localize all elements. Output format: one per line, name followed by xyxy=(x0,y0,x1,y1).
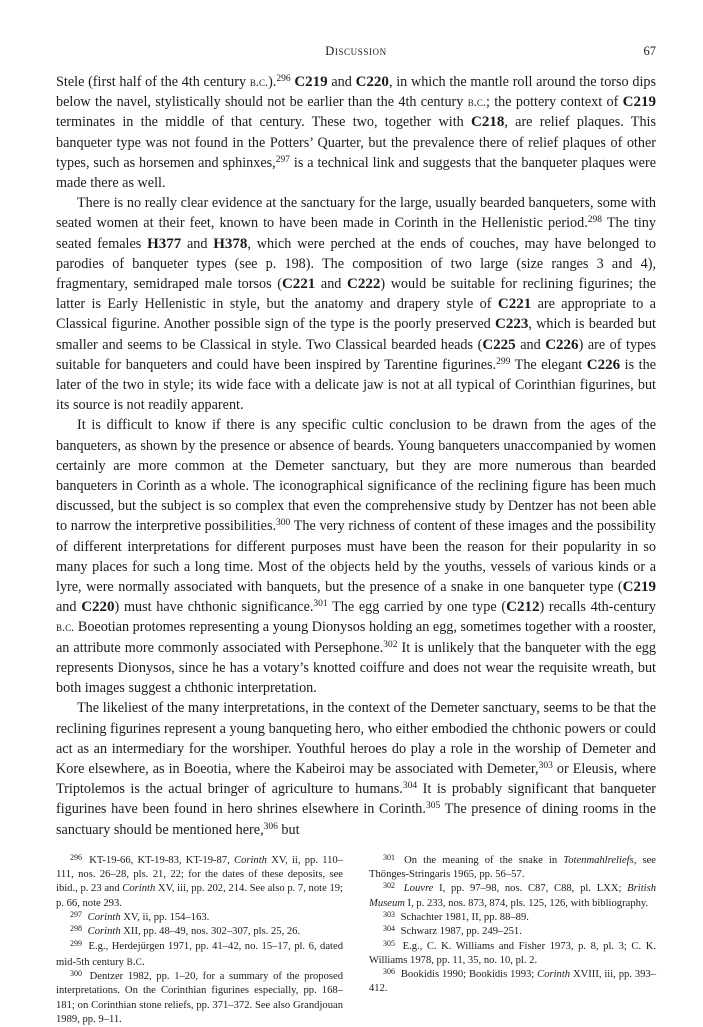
footnote-ref: 301 xyxy=(313,599,328,610)
footnotes-left-column xyxy=(56,854,343,1027)
footnote-300: $^{300}$ Dentzer 1982, pp. 1–20, for a summary of the proposed interpretations. On the Corinthian figurines especially, pp. 168–181; on Corinthian stone reliefs, pp. 371–372. See also Grandjouan 1989, pp. 9–11. xyxy=(56,969,343,1025)
catalog-ref: C221 xyxy=(281,276,316,293)
catalog-ref: C226 xyxy=(586,356,621,373)
footnote-306: $^{306}$ Bookidis 1990; Bookidis 1993; Corinth XVIII, iii, pp. 393–412. xyxy=(369,967,656,995)
footnote-ref: 300 xyxy=(276,518,291,529)
catalog-ref: C226 xyxy=(545,336,579,353)
catalog-ref: H378 xyxy=(213,235,248,252)
paragraph-4: The likeliest of the many interpretations, in the context of the Demeter sanctuary, seems to be that the reclining figurines represent a young banqueting hero, who either embodied the chthonic powers or could act as an intermediary for the worshiper. Youthful heroes do play a role in the worship of Demeter and Kore elsewhere, as in Boeotia, where the Kabeiroi may be associated with Demeter,$^{303}$ or Eleusis, where Triptolemos is the actual bringer of agriculture to humans.$^{304}$ It is probably significant that banqueter figurines have been found in hero shrines elsewhere in Corinth.$^{305}$ The presence of dining rooms in the sanctuary should be mentioned here,$^{306}$ but xyxy=(56,700,656,838)
footnote-ref: 297 xyxy=(275,154,290,165)
footnote-298: $^{298}$ Corinth XII, pp. 48–49, nos. 302–307, pls. 25, 26. xyxy=(70,924,301,938)
footnote-303: $^{303}$ Schachter 1981, II, pp. 88–89. xyxy=(383,909,529,923)
footnote-ref: 296 xyxy=(276,74,291,84)
footnote-ref: 305 xyxy=(425,801,441,812)
footnote-ref: 303 xyxy=(538,760,553,771)
footnote-296: $^{296}$ KT-19-66, KT-19-83, KT-19-87, Corinth XV, ii, pp. 110–111, nos. 26–28, pls. 21, 22; for the dates of these deposits, see ibid., p. 23 and Corinth XV, iii, pp. 202, 214. See also p. 7, note 19; p. 66, note 293. xyxy=(56,852,343,909)
footnote-ref: 306 xyxy=(263,821,278,832)
catalog-ref: C219 xyxy=(622,579,656,596)
paragraph-1: Stele (first half of the 4th century b.c.).$^{296}$ C219 and C220, in which the mantle roll around the torso dips below the navel, stylistically should not be earlier than the 4th century b.c.; the pottery context of C219 terminates in the middle of that century. These two, together with C218, are relief plaques. This banqueter type was not found in the Potters’ Quarter, but the prevalence there of relief plaques of other types, such as horsemen and sphinxes,$^{297}$ is a technical link and suggests that the banqueter plaques were made there as well. xyxy=(56,74,657,192)
footnote-ref: 299 xyxy=(496,356,511,367)
footnote-299: $^{299}$ E.g., Herdejürgen 1971, pp. 41–42, no. 15–17, pl. 6, dated mid-5th century b.c. xyxy=(56,938,343,968)
catalog-ref: C219 xyxy=(294,74,328,90)
footnote-302: $^{302}$ Louvre I, pp. 97–98, nos. C87, C88, pl. LXX; British Museum I, p. 233, nos. 873, 874, pls. 125, 126, with bibliography. xyxy=(369,881,656,909)
catalog-ref: C220 xyxy=(355,74,389,90)
footnote-ref: 304 xyxy=(402,781,418,792)
running-head xyxy=(56,40,656,62)
catalog-ref: C220 xyxy=(81,599,115,616)
catalog-ref: C212 xyxy=(506,599,540,616)
footnote-304: $^{304}$ Schwarz 1987, pp. 249–251. xyxy=(383,924,522,938)
footnote-297: $^{297}$ Corinth XV, ii, pp. 154–163. xyxy=(70,909,210,923)
catalog-ref: C222 xyxy=(347,276,381,293)
catalog-ref: C219 xyxy=(622,94,656,111)
catalog-ref: C225 xyxy=(482,336,516,353)
footnotes-right-column xyxy=(369,854,656,1027)
body-text xyxy=(56,72,656,840)
footnote-ref: 302 xyxy=(383,639,398,650)
footnote-ref: 298 xyxy=(587,215,603,226)
paragraph-2: There is no really clear evidence at the sanctuary for the large, usually bearded banqueters, some with seated women at their feet, known to have been made in Corinth in the Hellenistic period.$^{298}$ The tiny seated females H377 and H378, which were perched at the ends of couches, may have belonged to parodies of banqueter types (see p. 198). The composition of two large (size ranges 3 and 4), fragmentary, semidraped male torsos (C221 and C222) would be suitable for reclining figurines; the latter is Early Hellenistic in style, but the anatomy and drapery style of C221 are appropriate to a Classical figurine. Another possible sign of the type is the poorly preserved C223, which is bearded but smaller and seems to be Classical in style. Two Classical bearded heads (C225 and C226) are of types suitable for banqueters and could have been inspired by Tarentine figurines.$^{299}$ The elegant C226 is the later of the two in style; its wide face with a delicate jaw is not at all typical of Corinthian figurines, but its source is not readily apparent. xyxy=(56,195,657,414)
paragraph-3: It is difficult to know if there is any specific cultic conclusion to be drawn from the ages of the banqueters, as shown by the presence or absence of beards. Young banqueters unaccompanied by women certainly are more common at the Demeter sanctuary, but they are more numerous than bearded banqueters in Corinth as a whole. The iconographical significance of the reclining figure has been much discussed, but the subject is so complex that even the comprehensive study by Dentzer has not been able to narrow the interpretive possibilities.$^{300}$ The very richness of content of these images and the possibility of different interpretations for different purposes must have been the reason for their popularity in so many places for such a long time. Most of the objects held by the youths, vessels of various kinds or a lyre, were normally associated with banquets, but the presence of a snake in one banqueter type (C219 and C220) must have chthonic significance.$^{301}$ The egg carried by one type (C212) recalls 4th-century b.c. Boeotian protomes representing a young Dionysos holding an egg, sometimes together with a rooster, an attribute more commonly associated with Persephone.$^{302}$ It is unlikely that the banqueter with the egg represents Dionysos, since he has a votary’s knotted coiffure and does not wear the requisite wreath, but both images suggest a chthonic interpretation. xyxy=(56,417,657,697)
footnote-301: $^{301}$ On the meaning of the snake in Totenmahlreliefs, see Thönges-Stringaris 1965, pp. 56–57. xyxy=(369,852,656,881)
catalog-ref: C223 xyxy=(494,316,529,333)
footnotes xyxy=(56,854,656,1027)
page-number: 67 xyxy=(643,44,656,58)
catalog-ref: C218 xyxy=(471,114,505,131)
footnote-305: $^{305}$ E.g., C. K. Williams and Fisher 1973, p. 8, pl. 3; C. K. Williams 1978, pp. 11, 35, no. 10, pl. 2. xyxy=(369,938,656,966)
page xyxy=(56,40,656,1027)
catalog-ref: H377 xyxy=(147,235,182,252)
running-title: Discussion xyxy=(325,44,387,58)
catalog-ref: C221 xyxy=(497,296,532,313)
